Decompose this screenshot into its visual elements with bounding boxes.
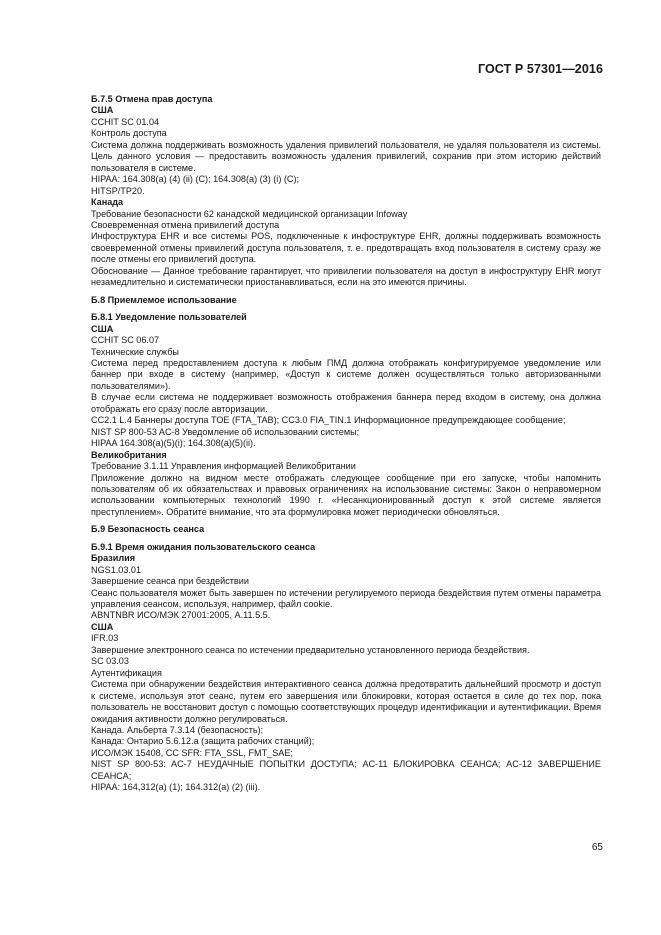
reference-line: ABNTNBR ИСО/МЭК 27001:2005, А.11.5.5. <box>91 610 271 621</box>
reference-line: NIST SP 800-53 AC-8 Уведомление об использовании системы; <box>91 426 360 437</box>
requirement-text: Сеанс пользователя может быть завершен по истечении регулируемого периода бездействия путем отмены параметра управления сеансом, используя, например, файл cookie. <box>91 587 601 610</box>
country-label: Великобритания <box>91 449 167 460</box>
subsection-heading-b9-1: Б.9.1 Время ожидания пользовательского сеанса <box>91 541 316 552</box>
requirement-code: CCHIT SC 06.07 <box>91 335 160 346</box>
requirement-name: Аутентификация <box>91 667 162 678</box>
country-label: США <box>91 323 114 334</box>
reference-line: NIST SP 800-53: AC-7 НЕУДАЧНЫЕ ПОПЫТКИ ДОСТУПА; AC-11 БЛОКИРОВКА СЕАНСА; AC-12 ЗАВЕРШЕНИЕ СЕАНСА; <box>91 759 601 781</box>
rationale-text: Обоснование — Данное требование гарантирует, что привилегии пользователя на доступ в инфоструктуру EHR могут незамедлительно и систематически приостанавливаться, если на это имеются причины. <box>91 265 601 288</box>
reference-line: HIPAA 164.308(a)(5)(i); 164.308(a)(5)(ii). <box>91 438 256 449</box>
document-body <box>91 94 601 794</box>
reference-line: CC2.1 L.4 Баннеры доступа TOE (FTA_TAB); CC3.0 FIA_TIN.1 Информационное предупреждающее сообщение; <box>91 415 566 426</box>
section-heading-b8: Б.8 Приемлемое использование <box>91 294 237 305</box>
requirement-text: В случае если система не поддерживает возможность отображения баннера перед входом в систему, она должна отображать его сразу после авторизации. <box>91 392 601 414</box>
reference-line: Канада: Онтарио 5.6.12.а (защита рабочих станций); <box>91 736 315 747</box>
requirement-text: Завершение электронного сеанса по истечении предварительно установленного периода бездействия. <box>91 644 530 655</box>
document-header: ГОСТ Р 57301—2016 <box>477 62 603 76</box>
requirement-name: Технические службы <box>91 346 179 357</box>
requirement-code: NGS1.03.01 <box>91 564 142 575</box>
requirement-name: Своевременная отмена привилегий доступа <box>91 219 280 230</box>
country-label: Канада <box>91 197 124 208</box>
reference-line: ИСО/МЭК 15408, CC SFR: FTA_SSL, FMT_SAE; <box>91 747 293 758</box>
country-label: Бразилия <box>91 553 136 564</box>
subsection-heading-b8-1: Б.8.1 Уведомление пользователей <box>91 312 247 323</box>
requirement-name: Контроль доступа <box>91 128 167 139</box>
requirement-text: Система при обнаружении бездействия интерактивного сеанса должна предотвратить дальнейший просмотр и доступ к системе, используя этот сеанс, путем его завершения или блокировки, которая остается в силе до тех пор, пока пользователь не восстановит доступ с помощью соответствующих процедур идентификации и аутентификации. Время ожидания активности должно регулироваться. <box>91 679 601 724</box>
requirement-text: Приложение должно на видном месте отображать следующее сообщение при его запуске, чтобы напомнить пользователям об их обязательствах и правовых ограничениях на использование системы: Закон о неправомерном использовании компьютерных технологий 1990 г. «Несанкционированный доступ к этой системе является преступлением». Обратите внимание, что эта формулировка может периодически обновляться. <box>91 472 601 517</box>
requirement-text: Инфоструктура EHR и все системы POS, подключенные к инфоструктуре EHR, должны поддерживать возможность своевременной отмены привилегий доступа пользователя, т. е. предотвращать вход пользователя в систему сразу же после отмены его привилегий доступа. <box>91 231 601 265</box>
requirement-text: Система перед предоставлением доступа к любым ПМД должна отображать конфигурируемое уведомление или баннер при входе в систему (например, «Доступ к системе должен осуществляться только авторизованными пользователями»). <box>91 357 601 391</box>
requirement-source: Требование безопасности 62 канадской медицинской организации Infoway <box>91 208 408 219</box>
section-heading-b9: Б.9 Безопасность сеанса <box>91 524 205 535</box>
reference-line: Канада. Альберта 7.3.14 (безопасность); <box>91 725 264 736</box>
reference-line: HIPAA: 164,312(a) (1); 164.312(a) (2) (iii). <box>91 782 261 793</box>
page-number: 65 <box>591 842 603 853</box>
requirement-code: SC 03.03 <box>91 656 129 667</box>
section-heading-b7-5: Б.7.5 Отмена прав доступа <box>91 94 213 104</box>
reference-line: HIPAA: 164.308(a) (4) (ii) (C); 164.308(a) (3) (i) (C); <box>91 174 300 185</box>
requirement-code: CCHIT SC 01.04 <box>91 116 160 127</box>
requirement-text: Система должна поддерживать возможность удаления привилегий пользователя, не удаляя пользователя из системы. Цель данного условия — предоставить возможность удаления привилегий, сохранив при этом историю действий пользователя в системе. <box>91 139 601 173</box>
requirement-name: Завершение сеанса при бездействии <box>91 576 249 587</box>
country-label: США <box>91 621 114 632</box>
reference-line: HITSP/TP20. <box>91 185 145 196</box>
country-label: США <box>91 105 114 116</box>
requirement-code: IFR.03 <box>91 633 119 644</box>
requirement-source: Требование 3.1.11 Управления информацией Великобритании <box>91 461 356 472</box>
